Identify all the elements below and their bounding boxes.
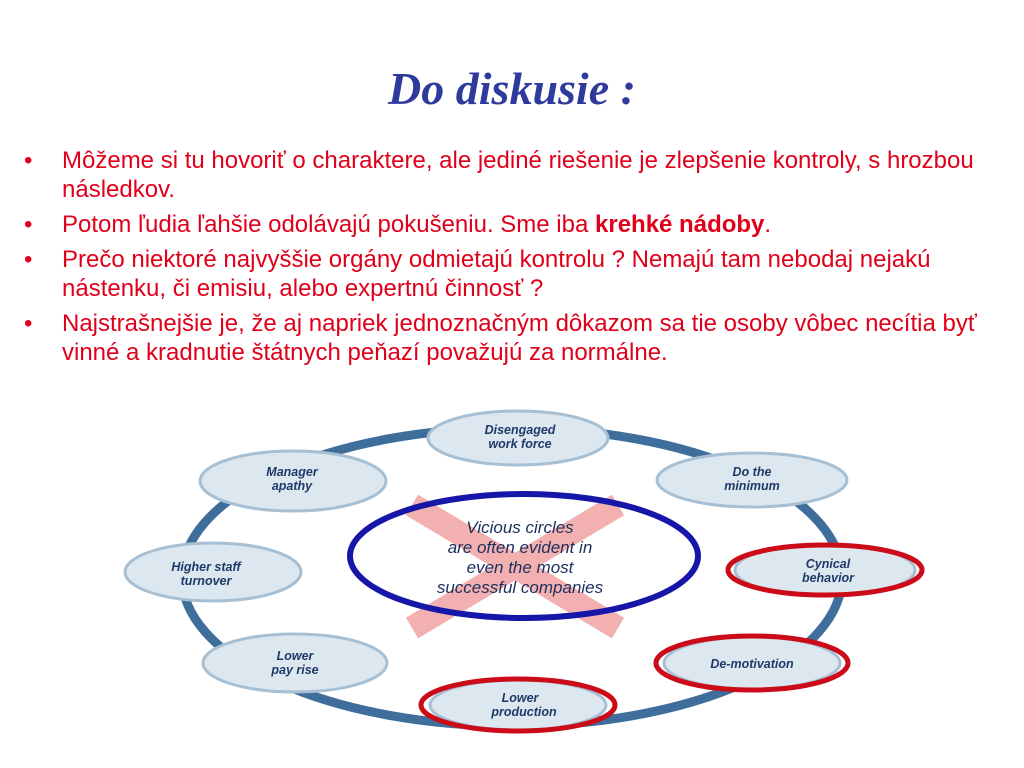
node-label: Lower: [276, 649, 314, 663]
bullet-bold-text: krehké nádoby: [595, 211, 765, 238]
bullet-text: Potom ľudia ľahšie odolávajú pokušeniu. Sme iba: [62, 211, 595, 238]
center-text-line: even the most: [466, 558, 574, 577]
bullet-text: Prečo niektoré najvyššie orgány odmietajú kontrolu ? Nemajú tam nebodaj nejakú nástenku, či emisiu, alebo expertnú činnosť ?: [62, 246, 931, 302]
node-label: work force: [488, 437, 552, 451]
node-disengaged-work-force: [428, 411, 608, 465]
node-label: Do the: [732, 465, 772, 479]
node-label: pay rise: [271, 663, 319, 677]
node-higher-staff-turnover: [125, 543, 301, 601]
node-de-motivation: [656, 636, 848, 690]
node-lower-production: [421, 679, 615, 731]
node-label: turnover: [180, 574, 232, 588]
bullet-text: Môžeme si tu hovoriť o charaktere, ale jediné riešenie je zlepšenie kontroly, s hrozbou následkov.: [62, 147, 974, 203]
node-label: behavior: [801, 571, 855, 585]
bullet-dot-icon: •: [24, 310, 33, 337]
node-label: Manager: [266, 465, 318, 479]
bullet-dot-icon: •: [24, 211, 33, 238]
node-label: production: [491, 705, 557, 719]
bullet-dot-icon: •: [24, 147, 33, 174]
node-label: Higher staff: [171, 560, 241, 574]
center-text-line: Vicious circles: [466, 518, 574, 537]
node-label: De-motivation: [710, 657, 794, 671]
node-do-the-minimum: [657, 453, 847, 507]
node-label: Cynical: [805, 557, 851, 571]
center-text-line: are often evident in: [447, 538, 593, 557]
bullet-dot-icon: •: [24, 246, 33, 273]
bullet-text: Najstrašnejšie je, že aj napriek jednoznačným dôkazom sa tie osoby vôbec necítia byť vinné a kradnutie štátnych peňazí považujú za normálne.: [62, 310, 977, 366]
node-lower-pay-rise: [203, 634, 387, 692]
node-cynical-behavior: [728, 544, 922, 596]
node-manager-apathy: [200, 451, 386, 511]
center-text-line: successful companies: [436, 578, 604, 597]
slide-title: Do diskusie :: [388, 63, 636, 114]
node-label: Lower: [501, 691, 539, 705]
node-label: minimum: [724, 479, 780, 493]
node-label: apathy: [271, 479, 313, 493]
bullet-text-end: .: [764, 211, 772, 238]
node-label: Disengaged: [484, 423, 556, 437]
